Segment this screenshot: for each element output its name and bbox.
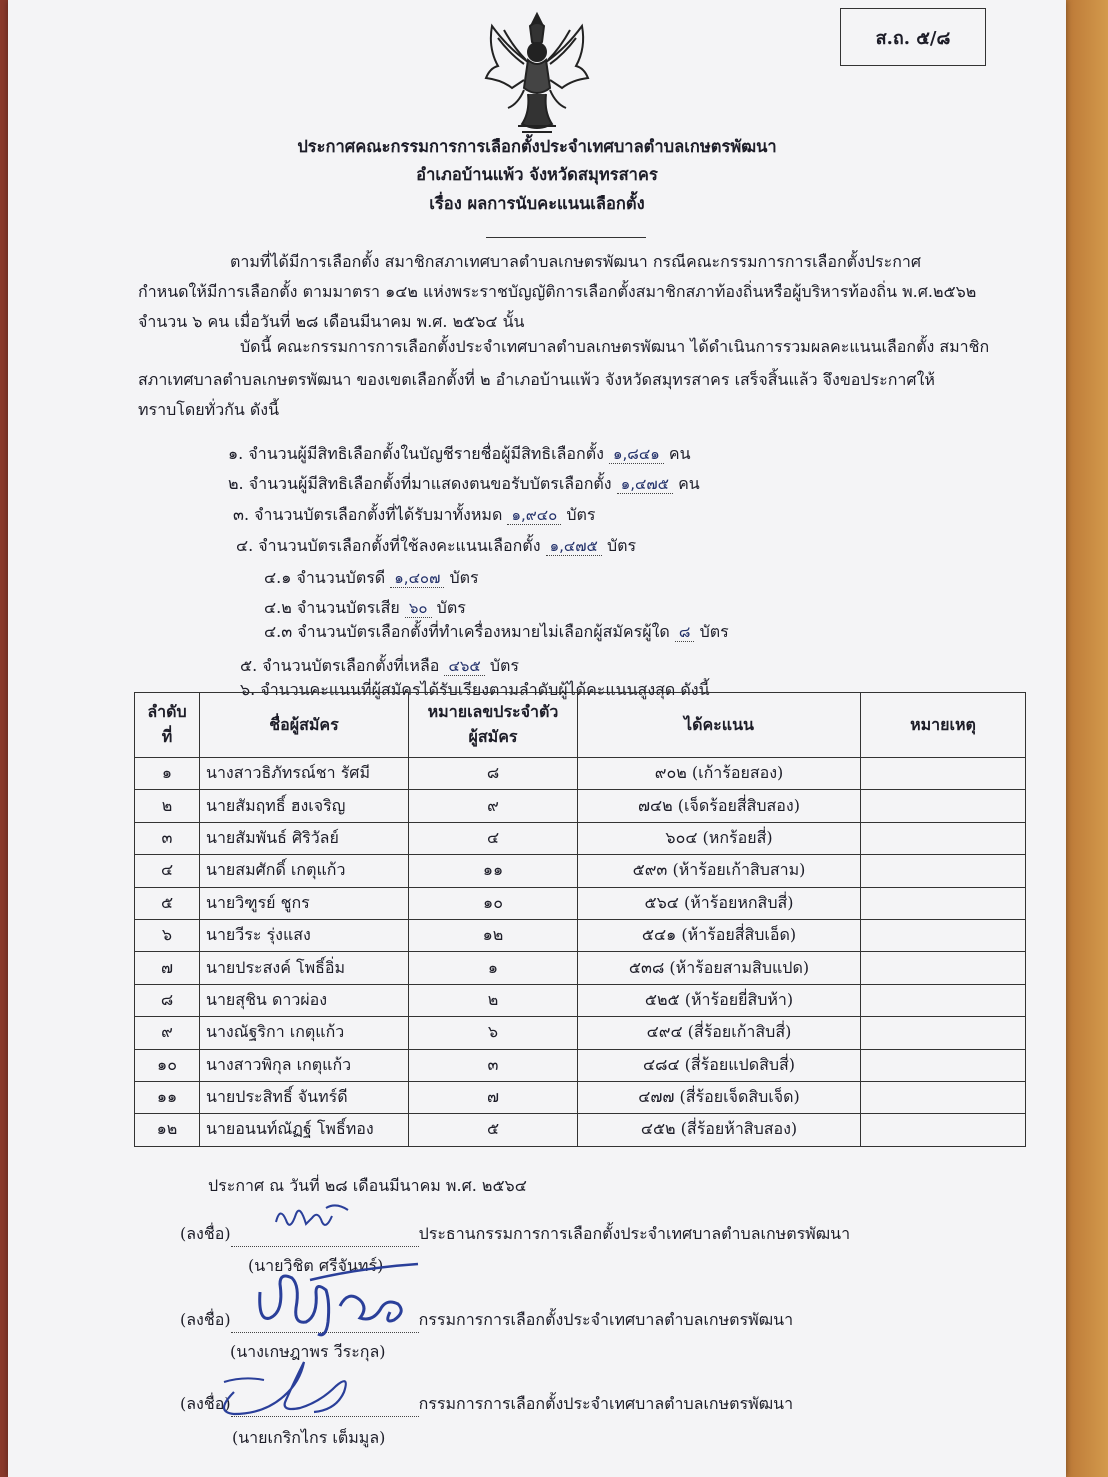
document-page <box>8 0 1066 1477</box>
item-4-label: ๔. จำนวนบัตรเลือกตั้งที่ใช้ลงคะแนนเลือกตั้ง <box>236 536 541 555</box>
candidate-name-cell: นายสัมพันธ์ ศิริวัลย์ <box>200 822 409 854</box>
item-3 <box>233 503 595 528</box>
remark-cell <box>861 1114 1026 1146</box>
candidate-name-cell: นายประสิทธิ์ จันทร์ดี <box>200 1081 409 1113</box>
item-5 <box>240 654 519 679</box>
item-5-unit: บัตร <box>489 656 519 675</box>
signature-2-name: (นางเกษฎาพร วีระกุล) <box>230 1342 386 1361</box>
table-row <box>135 887 1026 919</box>
votes-cell: ๔๗๗ (สี่ร้อยเจ็ดสิบเจ็ด) <box>578 1081 861 1113</box>
table-row <box>135 758 1026 790</box>
table-row <box>135 790 1026 822</box>
intro-p1-line1: ตามที่ได้มีการเลือกตั้ง สมาชิกสภาเทศบาลตำบลเกษตรพัฒนา กรณีคณะกรรมการการเลือกตั้งประกาศ <box>230 252 922 271</box>
item-2-value: ๑,๔๗๕ <box>617 475 673 494</box>
candidate-name-cell: นายสมศักดิ์ เกตุแก้ว <box>200 855 409 887</box>
item-4-1-unit: บัตร <box>449 568 479 587</box>
signature-1-scribble <box>266 1200 356 1240</box>
signature-3-name: (นายเกริกไกร เต็มมูล) <box>232 1428 386 1447</box>
signature-2-prefix: (ลงชื่อ) <box>180 1310 231 1329</box>
item-4-1 <box>264 566 479 591</box>
item-4-3-unit: บัตร <box>699 622 729 641</box>
table-row <box>135 855 1026 887</box>
votes-cell: ๙๐๒ (เก้าร้อยสอง) <box>578 758 861 790</box>
votes-cell: ๔๘๔ (สี่ร้อยแปดสิบสี่) <box>578 1049 861 1081</box>
signature-2-role: กรรมการการเลือกตั้งประจำเทศบาลตำบลเกษตรพัฒนา <box>418 1310 794 1329</box>
header-votes: ได้คะแนน <box>578 693 861 758</box>
signature-3-prefix: (ลงชื่อ) <box>180 1394 231 1413</box>
table-row <box>135 822 1026 854</box>
form-code: ส.ถ. ๕/๘ <box>840 8 986 66</box>
header-number-line2: ผู้สมัคร <box>468 727 518 746</box>
item-3-value: ๑,๙๔๐ <box>507 506 561 525</box>
votes-cell: ๔๕๒ (สี่ร้อยห้าสิบสอง) <box>578 1114 861 1146</box>
candidate-name-cell: นายวีระ รุ่งแสง <box>200 919 409 951</box>
item-4-3 <box>264 620 729 645</box>
table-row <box>135 952 1026 984</box>
results-table <box>134 692 1026 1147</box>
remark-cell <box>861 984 1026 1016</box>
candidate-name-cell: นายอนนท์ณัฏฐ์ โพธิ์ทอง <box>200 1114 409 1146</box>
votes-cell: ๕๓๘ (ห้าร้อยสามสิบแปด) <box>578 952 861 984</box>
remark-cell <box>861 1049 1026 1081</box>
candidate-number-cell: ๗ <box>409 1081 578 1113</box>
signature-3-role: กรรมการการเลือกตั้งประจำเทศบาลตำบลเกษตรพัฒนา <box>418 1394 794 1413</box>
signature-1-prefix: (ลงชื่อ) <box>180 1224 231 1243</box>
rank-cell: ๓ <box>135 822 200 854</box>
votes-cell: ๕๔๑ (ห้าร้อยสี่สิบเอ็ด) <box>578 919 861 951</box>
header-rank <box>135 693 200 758</box>
heading-line-2: อำเภอบ้านแพ้ว จังหวัดสมุทรสาคร <box>416 165 658 184</box>
remark-cell <box>861 1081 1026 1113</box>
candidate-number-cell: ๑๑ <box>409 855 578 887</box>
votes-cell: ๔๙๔ (สี่ร้อยเก้าสิบสี่) <box>578 1017 861 1049</box>
rank-cell: ๕ <box>135 887 200 919</box>
rank-cell: ๑ <box>135 758 200 790</box>
item-4-2-unit: บัตร <box>436 598 466 617</box>
item-4-1-label: ๔.๑ จำนวนบัตรดี <box>264 568 386 587</box>
candidate-number-cell: ๑ <box>409 952 578 984</box>
remark-cell <box>861 855 1026 887</box>
table-row <box>135 1114 1026 1146</box>
item-1 <box>228 442 691 467</box>
intro-p2-line2: สภาเทศบาลตำบลเกษตรพัฒนา ของเขตเลือกตั้งที่ ๒ อำเภอบ้านแพ้ว จังหวัดสมุทรสาคร เสร็จสิ้นแล้ว จึงขอประกาศให้ <box>138 370 935 389</box>
item-3-unit: บัตร <box>566 505 596 524</box>
candidate-name-cell: นายสุชิน ดาวผ่อง <box>200 984 409 1016</box>
candidate-number-cell: ๓ <box>409 1049 578 1081</box>
item-1-value: ๑,๘๔๑ <box>609 445 664 464</box>
remark-cell <box>861 822 1026 854</box>
item-2-unit: คน <box>678 474 700 493</box>
heading-line-3: เรื่อง ผลการนับคะแนนเลือกตั้ง <box>429 194 645 213</box>
item-5-value: ๔๖๕ <box>444 657 484 676</box>
rank-cell: ๔ <box>135 855 200 887</box>
table-row <box>135 984 1026 1016</box>
remark-cell <box>861 758 1026 790</box>
candidate-name-cell: นางสาวธิภัทรณ์ชา รัศมี <box>200 758 409 790</box>
candidate-name-cell: นายประสงค์ โพธิ์อิ่ม <box>200 952 409 984</box>
remark-cell <box>861 887 1026 919</box>
votes-cell: ๕๙๓ (ห้าร้อยเก้าสิบสาม) <box>578 855 861 887</box>
item-4-unit: บัตร <box>606 536 637 555</box>
item-4-2-label: ๔.๒ จำนวนบัตรเสีย <box>264 598 400 617</box>
rank-cell: ๑๐ <box>135 1049 200 1081</box>
signature-2-scribble <box>240 1262 430 1342</box>
candidate-number-cell: ๕ <box>409 1114 578 1146</box>
item-2-label: ๒. จำนวนผู้มีสิทธิเลือกตั้งที่มาแสดงตนขอรับบัตรเลือกตั้ง <box>228 474 612 493</box>
table-row <box>135 1049 1026 1081</box>
item-4-1-value: ๑,๔๐๗ <box>390 569 444 588</box>
item-2 <box>228 472 700 497</box>
rank-cell: ๘ <box>135 984 200 1016</box>
rank-cell: ๑๒ <box>135 1114 200 1146</box>
rank-cell: ๗ <box>135 952 200 984</box>
item-1-label: ๑. จำนวนผู้มีสิทธิเลือกตั้งในบัญชีรายชื่อผู้มีสิทธิเลือกตั้ง <box>228 444 604 463</box>
signature-3-scribble <box>204 1352 374 1422</box>
candidate-number-cell: ๒ <box>409 984 578 1016</box>
table-row <box>135 1017 1026 1049</box>
table-header-row <box>135 693 1026 758</box>
candidate-number-cell: ๖ <box>409 1017 578 1049</box>
item-4 <box>236 534 636 559</box>
remark-cell <box>861 1017 1026 1049</box>
candidate-name-cell: นายวิฑูรย์ ชูกร <box>200 887 409 919</box>
header-remark: หมายเหตุ <box>861 693 1026 758</box>
candidate-name-cell: นายสัมฤทธิ์ ฮงเจริญ <box>200 790 409 822</box>
item-3-label: ๓. จำนวนบัตรเลือกตั้งที่ได้รับมาทั้งหมด <box>233 505 503 524</box>
item-1-unit: คน <box>668 444 691 463</box>
rank-cell: ๖ <box>135 919 200 951</box>
item-6: ๖. จำนวนคะแนนที่ผู้สมัครได้รับเรียงตามลำดับผู้ได้คะแนนสูงสุด ดังนี้ <box>240 680 710 699</box>
header-rank-line1: ลำดับ <box>147 702 187 721</box>
item-4-2-value: ๖๐ <box>405 599 432 618</box>
candidate-number-cell: ๑๒ <box>409 919 578 951</box>
candidate-number-cell: ๔ <box>409 822 578 854</box>
votes-cell: ๖๐๔ (หกร้อยสี่) <box>578 822 861 854</box>
remark-cell <box>861 952 1026 984</box>
candidate-name-cell: นางสาวพิกุล เกตุแก้ว <box>200 1049 409 1081</box>
garuda-emblem-icon <box>478 8 596 138</box>
signature-1-name: (นายวิชิต ศรีจันทร์) <box>248 1256 384 1275</box>
candidate-number-cell: ๘ <box>409 758 578 790</box>
rank-cell: ๙ <box>135 1017 200 1049</box>
item-4-value: ๑,๔๗๕ <box>546 537 602 556</box>
heading-line-1: ประกาศคณะกรรมการการเลือกตั้งประจำเทศบาลตำบลเกษตรพัฒนา <box>297 137 777 156</box>
table-row <box>135 1081 1026 1113</box>
rank-cell: ๒ <box>135 790 200 822</box>
candidate-number-cell: ๙ <box>409 790 578 822</box>
signature-1-role: ประธานกรรมการการเลือกตั้งประจำเทศบาลตำบลเกษตรพัฒนา <box>418 1224 851 1243</box>
candidate-name-cell: นางณัฐริกา เกตุแก้ว <box>200 1017 409 1049</box>
remark-cell <box>861 790 1026 822</box>
intro-p2-line3: ทราบโดยทั่วกัน ดังนี้ <box>138 400 280 419</box>
candidate-number-cell: ๑๐ <box>409 887 578 919</box>
announcement-date: ประกาศ ณ วันที่ ๒๘ เดือนมีนาคม พ.ศ. ๒๕๖๔ <box>208 1176 527 1195</box>
remark-cell <box>861 919 1026 951</box>
header-number-line1: หมายเลขประจำตัว <box>427 702 559 721</box>
header-number <box>409 693 578 758</box>
item-4-3-value: ๘ <box>675 623 695 642</box>
intro-p1-line3: จำนวน ๖ คน เมื่อวันที่ ๒๘ เดือนมีนาคม พ.ศ. ๒๕๖๔ นั้น <box>138 312 525 331</box>
votes-cell: ๗๔๒ (เจ็ดร้อยสี่สิบสอง) <box>578 790 861 822</box>
heading-divider <box>486 237 646 238</box>
item-4-3-label: ๔.๓ จำนวนบัตรเลือกตั้งที่ทำเครื่องหมายไม่เลือกผู้สมัครผู้ใด <box>264 622 670 641</box>
rank-cell: ๑๑ <box>135 1081 200 1113</box>
table-row <box>135 919 1026 951</box>
item-4-2 <box>264 596 466 621</box>
header-name: ชื่อผู้สมัคร <box>200 693 409 758</box>
item-5-label: ๕. จำนวนบัตรเลือกตั้งที่เหลือ <box>240 656 440 675</box>
signature-1-line <box>231 1246 419 1247</box>
intro-p2-line1: บัดนี้ คณะกรรมการการเลือกตั้งประจำเทศบาลตำบลเกษตรพัฒนา ได้ดำเนินการรวมผลคะแนนเลือกตั้ง สมาชิก <box>240 337 990 356</box>
header-rank-line2: ที่ <box>161 727 173 746</box>
intro-p1-line2: กำหนดให้มีการเลือกตั้ง ตามมาตรา ๑๔๒ แห่งพระราชบัญญัติการเลือกตั้งสมาชิกสภาท้องถิ่นหรือผู้บริหารท้องถิ่น พ.ศ.๒๕๖๒ <box>138 282 977 301</box>
votes-cell: ๕๖๔ (ห้าร้อยหกสิบสี่) <box>578 887 861 919</box>
votes-cell: ๕๒๕ (ห้าร้อยยี่สิบห้า) <box>578 984 861 1016</box>
